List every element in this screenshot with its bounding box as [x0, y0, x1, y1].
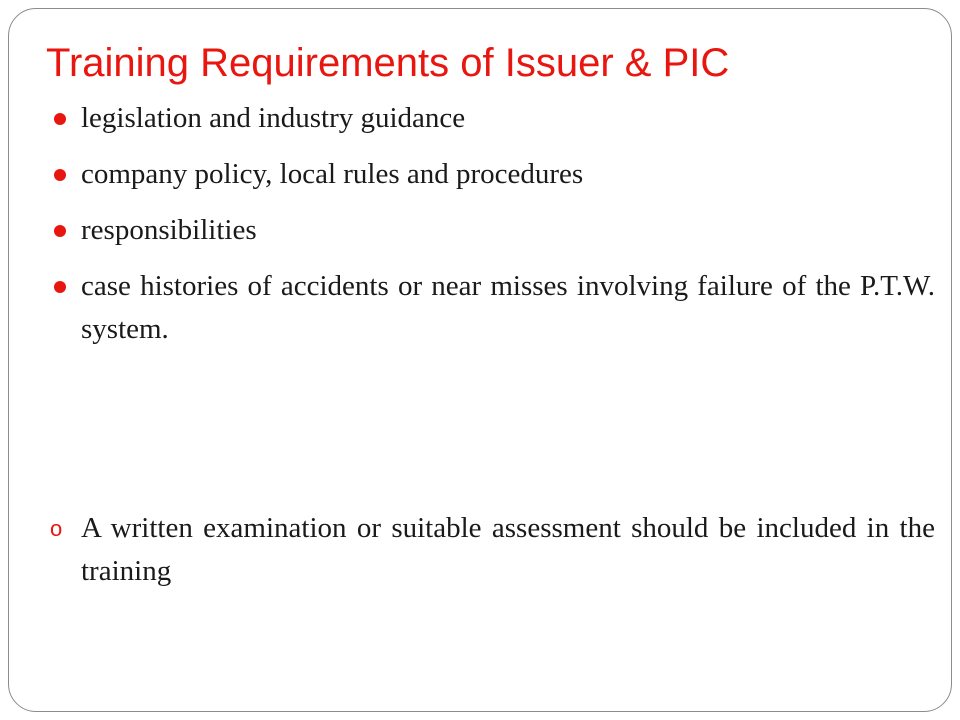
- bullet-dot-icon: [54, 169, 66, 181]
- bullet-text: legislation and industry guidance: [81, 102, 466, 134]
- hollow-circle-bullet-icon: o: [50, 516, 63, 541]
- note-block: [47, 507, 935, 593]
- note-item-assessment: [47, 507, 935, 593]
- bullet-item-company-policy: [47, 153, 935, 196]
- bullet-item-legislation: [47, 97, 935, 140]
- bullet-item-case-histories: [47, 265, 935, 351]
- bullet-text: case histories of accidents or near misses involving failure of the P.T.W. system.: [81, 270, 935, 345]
- slide-title: Training Requirements of Issuer & PIC: [46, 41, 730, 85]
- slide-frame: [8, 8, 952, 712]
- bullet-list: [47, 97, 935, 364]
- bullet-dot-icon: [54, 225, 66, 237]
- bullet-item-responsibilities: [47, 209, 935, 252]
- bullet-text: company policy, local rules and procedures: [81, 158, 584, 190]
- note-text: A written examination or suitable assessment should be included in the training: [81, 512, 935, 587]
- bullet-dot-icon: [54, 281, 66, 293]
- bullet-text: responsibilities: [81, 214, 257, 246]
- bullet-dot-icon: [54, 113, 66, 125]
